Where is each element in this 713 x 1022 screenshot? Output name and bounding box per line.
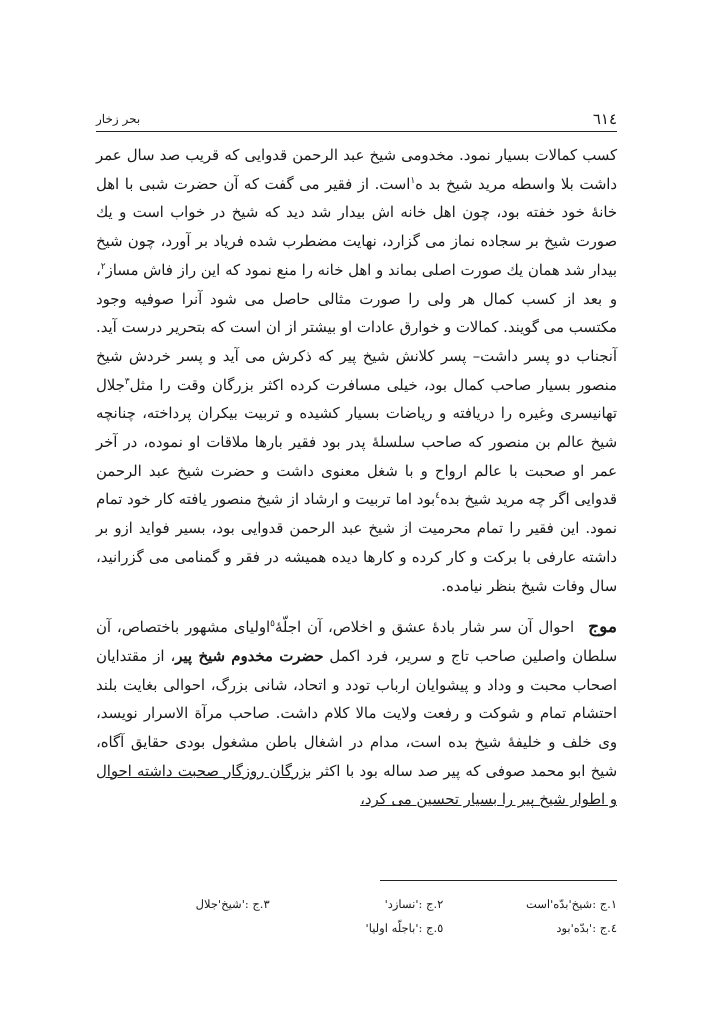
book-title: بحر زخار bbox=[96, 112, 141, 126]
running-header bbox=[96, 110, 617, 132]
paragraph-1: کسب کمالات بسیار نمود. مخدومی شیخ عبد الرحمن قدوایی که قریب صد سال عمر داشت بلا واسطه مرید شیخ بد ه$^١$است. از فقیر می گفت که آن حضرت شبی با اهل خانهٔ خود خفته بود، چون اهل خانه اش بیدار شد دید که شیخ در خواب است و یك صورت شیخ بر سجاده نماز می گزارد، نهایت مضطرب شده فریاد بر آورد، چون شیخ بیدار شد همان یك صورت اصلی بماند و اهل خانه را منع نمود که این راز فاش مساز$^٢$، و بعد از کسب کمال هر ولی را صورت مثالی حاصل می شود آنرا صوفیه وجود مکتسب می گویند. کمالات و خوارق عادات او بیشتر از ان است که بتحریر درست آید. آنجناب دو پسر داشت– پسر کلانش شیخ پیر که ذکرش می آید و پسر خردش شیخ منصور بسیار صاحب کمال بود، خیلی مسافرت کرده اکثر بزرگان وقت را مثل$^٣$جلال تهانیسری وغیره را دریافته و ریاضات بسیار کشیده و تربیت بیکران پرداخته، چنانچه شیخ عالم بن منصور که صاحب سلسلهٔ پدر بود فقیر بارها ملاقات او نموده، در آخر عمر او صحبت با عالم ارواح و با شغل معنوی داشت و حضرت شیخ عبد الرحمن قدوایی اگر چه مرید شیخ بده$^٤$بود اما تربیت و ارشاد از شیخ منصور یافته کار خود تمام نمود. این فقیر را تمام محرمیت از شیخ عبد الرحمن قدوایی بود، بسیر فواید ازو بر داشته عارفی با برکت و کار کرده و کارها دیده همیشه در فقر و گمنامی می گزرانید، سال وفات شیخ بنظر نیامده. bbox=[96, 147, 618, 595]
underlined-line: بزرگان روزگار صحبت داشته احوال و اطوار شیخ پیر را بسیار تحسین می کرد، bbox=[96, 762, 617, 809]
page-number: ٦١٤ bbox=[592, 110, 617, 128]
footnote-rule bbox=[380, 880, 617, 881]
footnote-ref-4: ٤ bbox=[435, 491, 440, 502]
footnote-1: ١.ج :شیخ'بدّه'است bbox=[525, 897, 617, 911]
footnote-empty bbox=[96, 916, 270, 940]
footnote-ref-1: ١ bbox=[410, 175, 416, 186]
footnote-2: ٢.ج :'نسازد' bbox=[384, 897, 444, 911]
footnote-row bbox=[96, 892, 617, 916]
footnote-5: ٥.ج :'باجلّه اولیا' bbox=[365, 921, 444, 935]
paragraph-2: موج احوال آن سر شار بادهٔ عشق و اخلاص، آن اجلّهٔ$^٥$اولیای مشهور باختصاص، آن سلطان واصلین صاحب تاج و سریر، فرد اکمل حضرت مخدوم شیخ پیر، از مقتدایان اصحاب محبت و وداد و پیشوایان ارباب تودد و اتحاد، شانی بزرگ، احوالی بغایت بلند احتشام تمام و شوکت و رفعت ولایت مالا کلام داشت. صاحب مرآة الاسرار نویسد، وی خلف و خلیفهٔ شیخ بده است، مدام در اشغال باطن مشغول بودی حقایق آگاه، شیخ ابو محمد صوفی که پیر صد ساله بود با اکثر بزرگان روزگار صحبت داشته احوال و اطوار شیخ پیر را بسیار تحسین می کرد، bbox=[96, 617, 617, 809]
footnote-4: ٤.ج :'بدّه'بود bbox=[556, 921, 617, 935]
body-text bbox=[96, 142, 617, 815]
highlighted-name: حضرت مخدوم شیخ پیر bbox=[175, 647, 324, 665]
footnote-ref-3: ٣ bbox=[124, 376, 130, 387]
footnotes bbox=[96, 892, 617, 940]
footnote-ref-2: ٢ bbox=[100, 261, 106, 272]
footnote-row bbox=[96, 916, 617, 940]
footnote-ref-5: ٥ bbox=[270, 619, 275, 630]
header-rule bbox=[96, 131, 617, 132]
footnote-3: ٣.ج :'شیخ'جلال bbox=[195, 897, 270, 911]
section-lead-word: موج bbox=[588, 617, 617, 638]
